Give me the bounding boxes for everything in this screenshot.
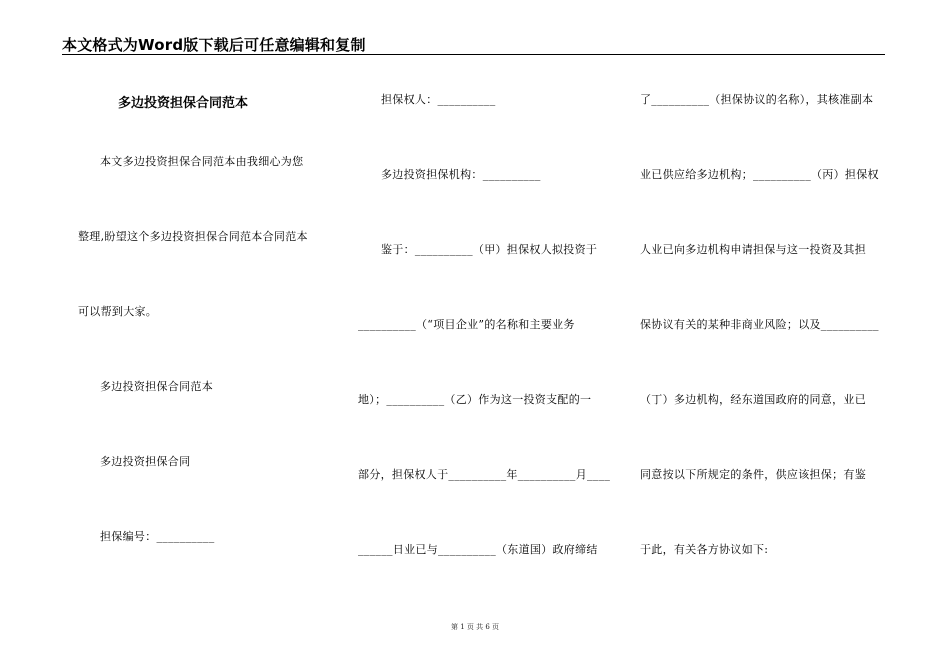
col3-line-3: 人业已向多边机构申请担保与这一投资及其担 — [640, 243, 866, 256]
whereas-line-2: __________（“项目企业”的名称和主要业务 — [358, 318, 575, 331]
document-header: 本文格式为Word版下载后可任意编辑和复制 — [62, 36, 366, 54]
whereas-line-4: 部分，担保权人于__________年__________月____ — [358, 468, 611, 481]
col3-line-6: 同意按以下所规定的条件，供应该担保；有鉴 — [640, 468, 866, 481]
intro-line-1: 本文多边投资担保合同范本由我细心为您 — [100, 155, 304, 168]
col3-line-7: 于此，有关各方协议如下: — [640, 543, 769, 556]
intro-line-2: 整理,盼望这个多边投资担保合同范本合同范本 — [78, 230, 308, 243]
whereas-line-3: 地）；__________（乙）作为这一投资支配的一 — [358, 393, 592, 406]
whereas-line-1: 鉴于：__________（甲）担保权人拟投资于 — [381, 243, 598, 256]
col3-line-1: 了__________（担保协议的名称），其核准副本 — [640, 93, 874, 106]
guarantee-number: 担保编号：__________ — [100, 530, 215, 543]
col3-line-4: 保协议有关的某种非商业风险；以及__________ — [640, 318, 879, 331]
guarantee-agency: 多边投资担保机构：__________ — [381, 168, 541, 181]
whereas-line-5: ______日业已与__________（东道国）政府缔结 — [358, 543, 598, 556]
col3-line-5: （丁）多边机构，经东道国政府的同意，业已 — [640, 393, 866, 406]
contract-heading: 多边投资担保合同 — [100, 455, 191, 468]
header-divider — [62, 54, 885, 55]
contract-subtitle: 多边投资担保合同范本 — [100, 380, 213, 393]
document-title: 多边投资担保合同范本 — [118, 96, 249, 111]
intro-line-3: 可以帮到大家。 — [78, 305, 158, 318]
col3-line-2: 业已供应给多边机构；__________（丙）担保权 — [640, 168, 879, 181]
page-number: 第 1 页 共 6 页 — [450, 623, 500, 631]
guarantee-holder: 担保权人：__________ — [381, 93, 496, 106]
